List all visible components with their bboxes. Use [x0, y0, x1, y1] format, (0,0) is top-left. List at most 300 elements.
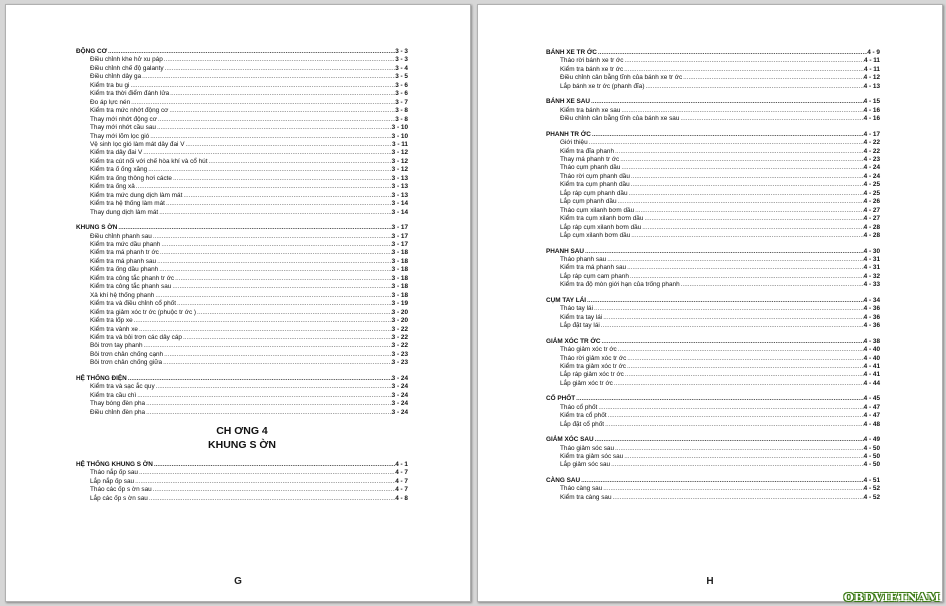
- toc-leader-dots: [682, 74, 864, 82]
- toc-page-number: 4 - 34: [863, 296, 880, 304]
- toc-entry-label: Thay mới lõm lọc gió: [90, 132, 150, 140]
- toc-leader-dots: [141, 73, 395, 81]
- toc-left-sections: [76, 48, 408, 417]
- toc-section-title: GIẢM XÓC TR ỚC: [546, 337, 601, 345]
- toc-section-title: HỆ THỐNG ĐIỆN: [76, 374, 127, 382]
- chapter-heading: [76, 424, 408, 452]
- toc-page-number: 4 - 16: [863, 115, 880, 123]
- toc-entry-label: Tháo cổ phốt: [560, 403, 598, 411]
- toc-page-number: 3 - 23: [391, 350, 408, 358]
- toc-entry: [76, 334, 408, 342]
- toc-leader-dots: [182, 192, 391, 200]
- toc-page-number: 4 - 24: [863, 172, 880, 180]
- toc-page-number: 4 - 24: [863, 164, 880, 172]
- toc-leader-dots: [614, 445, 864, 453]
- toc-page-number: 4 - 36: [863, 322, 880, 330]
- toc-section: [76, 48, 408, 217]
- toc-section-title: GIẢM XÓC SAU: [546, 436, 594, 444]
- toc-entry-label: Thay mới nhớt cầu sau: [90, 124, 156, 132]
- toc-page-number: 4 - 47: [863, 412, 880, 420]
- toc-leader-dots: [156, 124, 392, 132]
- toc-leader-dots: [142, 149, 391, 157]
- toc-page-number: 4 - 28: [863, 223, 880, 231]
- toc-leader-dots: [620, 164, 863, 172]
- toc-entry-label: Xả khí hệ thống phanh: [90, 291, 155, 299]
- toc-leader-dots: [600, 322, 864, 330]
- toc-leader-dots: [588, 139, 864, 147]
- toc-entry: [546, 380, 880, 388]
- toc-entry: [76, 266, 408, 274]
- toc-entry: [546, 421, 880, 429]
- toc-page-number: 4 - 30: [863, 247, 880, 255]
- toc-leader-dots: [159, 249, 392, 257]
- toc-leader-dots: [614, 148, 864, 156]
- toc-entry-label: Kiểm tra giảm xóc tr ớc: [560, 362, 626, 370]
- toc-entry-label: Tháo giảm sóc sau: [560, 444, 614, 452]
- toc-page-number: 3 - 24: [391, 400, 408, 408]
- toc-entry-label: Thay má phanh tr ớc: [560, 155, 620, 163]
- toc-page-number: 4 - 48: [863, 420, 880, 428]
- toc-page-number: 3 - 13: [391, 191, 408, 199]
- toc-entry-label: Thay bóng đèn pha: [90, 400, 146, 408]
- toc-page-number: 3 - 14: [391, 200, 408, 208]
- toc-entry-label: Điều chỉnh khe hở xu páp: [90, 56, 163, 64]
- toc-entry-label: Kiểm tra cút nối với chế hòa khí và cổ hút: [90, 157, 208, 165]
- toc-leader-dots: [164, 65, 396, 73]
- toc-leader-dots: [586, 297, 864, 305]
- toc-entry-label: Kiểm tra cụm phanh dầu: [560, 181, 630, 189]
- toc-leader-dots: [612, 494, 864, 502]
- toc-entry: [546, 139, 880, 147]
- toc-leader-dots: [590, 98, 864, 106]
- toc-leader-dots: [171, 283, 391, 291]
- toc-leader-dots: [643, 215, 863, 223]
- toc-entry-label: Kiểm tra thời điểm đánh lửa: [90, 90, 170, 98]
- toc-page-number: 4 - 8: [395, 494, 408, 502]
- toc-section: [546, 395, 880, 429]
- toc-leader-dots: [630, 173, 864, 181]
- toc-entry-label: Đo áp lực nén: [90, 98, 131, 106]
- toc-leader-dots: [134, 478, 395, 486]
- toc-page-number: 4 - 32: [863, 272, 880, 280]
- toc-leader-dots: [604, 421, 864, 429]
- toc-entry-label: Điều chỉnh cân bằng tĩnh của bánh xe tr ớc: [560, 74, 683, 82]
- toc-entry-label: Kiểm tra bu gi: [90, 81, 130, 89]
- toc-entry: [76, 192, 408, 200]
- toc-page-number: 3 - 3: [395, 56, 408, 64]
- toc-entry-label: Lắp giảm sóc sau: [560, 461, 611, 469]
- toc-entry: [546, 198, 880, 206]
- chapter-number: CH ƠNG 4: [216, 425, 268, 438]
- toc-page-number: 4 - 7: [395, 486, 408, 494]
- toc-leader-dots: [133, 317, 392, 325]
- toc-entry-label: Tháo tay lái: [560, 305, 594, 313]
- toc-entry: [76, 116, 408, 124]
- toc-leader-dots: [679, 115, 863, 123]
- toc-page-number: 3 - 20: [391, 308, 408, 316]
- toc-leader-dots: [623, 453, 863, 461]
- toc-leader-dots: [626, 363, 864, 371]
- toc-page-number: 4 - 51: [863, 476, 880, 484]
- toc-section-title: ĐỘNG CƠ: [76, 48, 108, 55]
- toc-leader-dots: [630, 181, 864, 189]
- toc-leader-dots: [145, 409, 392, 417]
- page-footer-letter: G: [234, 576, 242, 587]
- toc-leader-dots: [606, 256, 863, 264]
- toc-entry-label: Tháo rời giảm xóc tr ớc: [560, 354, 627, 362]
- toc-page-number: 4 - 38: [863, 337, 880, 345]
- toc-page-number: 4 - 27: [863, 215, 880, 223]
- toc-entry: [76, 486, 408, 494]
- toc-page-number: 4 - 12: [863, 74, 880, 82]
- toc-entry-label: Lắp đặt cổ phốt: [560, 420, 605, 428]
- toc-section-title: CỔ PHỐT: [546, 395, 576, 403]
- toc-entry-label: Tháo phanh sau: [560, 255, 607, 263]
- toc-page-number: 4 - 1: [395, 461, 408, 469]
- toc-page-number: 3 - 8: [395, 107, 408, 115]
- document-page-left: [5, 4, 471, 602]
- toc-entry: [76, 124, 408, 132]
- toc-entry: [76, 107, 408, 115]
- toc-leader-dots: [169, 90, 395, 98]
- toc-leader-dots: [626, 355, 863, 363]
- toc-page-number: 4 - 22: [863, 139, 880, 147]
- document-page-right: [477, 4, 943, 602]
- toc-section-title: CÀNG SAU: [546, 476, 581, 484]
- toc-entry: [546, 224, 880, 232]
- toc-page-number: 4 - 33: [863, 281, 880, 289]
- toc-entry: [76, 409, 408, 417]
- toc-page-number: 3 - 8: [395, 115, 408, 123]
- toc-entry-label: Tháo rời bánh xe tr ớc: [560, 57, 624, 65]
- toc-entry-label: Lắp bánh xe tr ớc (phanh đĩa): [560, 82, 645, 90]
- toc-entry: [76, 90, 408, 98]
- toc-section: [546, 49, 880, 91]
- toc-section: [546, 248, 880, 290]
- toc-entry: [76, 56, 408, 64]
- toc-leader-dots: [172, 175, 392, 183]
- toc-entry: [546, 164, 880, 172]
- toc-entry: [76, 233, 408, 241]
- toc-page-number: 3 - 18: [391, 257, 408, 265]
- toc-page-number: 4 - 52: [863, 485, 880, 493]
- toc-entry: [546, 412, 880, 420]
- toc-entry-label: Kiểm tra độ mòn giới hạn của trống phanh: [560, 281, 680, 289]
- toc-page-number: 3 - 12: [391, 166, 408, 174]
- toc-section-title: BÁNH XE SAU: [546, 98, 591, 106]
- toc-entry: [76, 82, 408, 90]
- toc-entry: [76, 292, 408, 300]
- toc-page-number: 3 - 17: [391, 240, 408, 248]
- toc-left-sections-after: [76, 461, 408, 503]
- toc-leader-dots: [149, 133, 391, 141]
- toc-page-number: 3 - 18: [391, 291, 408, 299]
- toc-page-number: 4 - 49: [863, 436, 880, 444]
- toc-entry-label: Kiểm tra hệ thống làm mát: [90, 200, 165, 208]
- toc-section: [546, 436, 880, 470]
- toc-page-number: 3 - 13: [391, 183, 408, 191]
- toc-entry: [76, 495, 408, 503]
- toc-page-number: 3 - 18: [391, 249, 408, 257]
- toc-entry: [76, 275, 408, 283]
- toc-page-number: 3 - 3: [395, 48, 408, 55]
- toc-entry-label: Lắp cụm xilanh bơm dầu: [560, 232, 631, 240]
- toc-entry-label: Điều chỉnh đèn pha: [90, 408, 146, 416]
- toc-leader-dots: [208, 158, 392, 166]
- toc-page-number: 3 - 5: [395, 73, 408, 81]
- toc-leader-dots: [591, 131, 864, 139]
- toc-page-number: 4 - 11: [864, 57, 880, 65]
- toc-leader-dots: [136, 392, 391, 400]
- toc-section-heading: [546, 395, 880, 403]
- toc-page-number: 3 - 7: [395, 98, 408, 106]
- toc-section-title: KHUNG S ỜN: [76, 224, 118, 232]
- toc-page-number: 4 - 26: [863, 198, 880, 206]
- toc-left: [76, 48, 408, 510]
- toc-entry: [546, 355, 880, 363]
- toc-section-heading: [546, 436, 880, 444]
- toc-page-number: 4 - 40: [863, 354, 880, 362]
- toc-page-number: 4 - 40: [863, 346, 880, 354]
- toc-page-number: 4 - 41: [863, 371, 880, 379]
- toc-page-number: 3 - 17: [391, 224, 408, 232]
- toc-leader-dots: [182, 334, 392, 342]
- toc-entry-label: Kiểm tra má phanh sau: [90, 257, 157, 265]
- toc-leader-dots: [152, 486, 395, 494]
- toc-leader-dots: [617, 198, 864, 206]
- toc-leader-dots: [626, 264, 864, 272]
- toc-section: [546, 477, 880, 502]
- toc-entry: [76, 469, 408, 477]
- toc-leader-dots: [617, 346, 864, 354]
- toc-entry: [546, 264, 880, 272]
- toc-entry-label: Kiểm tra lốp xe: [90, 317, 133, 325]
- toc-leader-dots: [129, 82, 395, 90]
- toc-page-number: 3 - 10: [391, 132, 408, 140]
- toc-entry: [546, 461, 880, 469]
- toc-page-number: 3 - 11: [392, 140, 408, 148]
- toc-page-number: 3 - 22: [391, 325, 408, 333]
- toc-leader-dots: [602, 485, 863, 493]
- toc-page-number: 3 - 24: [391, 391, 408, 399]
- toc-right-sections: [546, 49, 880, 502]
- toc-page-number: 3 - 14: [391, 208, 408, 216]
- toc-entry-label: Điều chỉnh dây ga: [90, 73, 142, 81]
- toc-page-number: 4 - 52: [863, 493, 880, 501]
- toc-leader-dots: [176, 300, 392, 308]
- toc-section: [76, 375, 408, 417]
- toc-entry: [76, 383, 408, 391]
- toc-entry: [76, 99, 408, 107]
- toc-section-heading: [546, 49, 880, 57]
- toc-entry-label: Kiểm tra và sạc ắc quy: [90, 383, 155, 391]
- toc-page-number: 3 - 6: [395, 81, 408, 89]
- toc-section: [546, 98, 880, 123]
- toc-page-number: 3 - 6: [395, 90, 408, 98]
- toc-entry-label: Lắp các ốp s ờn sau: [90, 494, 148, 502]
- toc-page-number: 4 - 9: [867, 49, 880, 56]
- toc-entry: [76, 300, 408, 308]
- toc-leader-dots: [130, 99, 395, 107]
- toc-section-heading: [76, 375, 408, 383]
- toc-leader-dots: [153, 461, 395, 469]
- toc-page-number: 4 - 17: [863, 130, 880, 138]
- watermark-logo: OBDVIETNAM: [843, 590, 940, 604]
- toc-entry: [546, 74, 880, 82]
- toc-section: [76, 224, 408, 368]
- toc-entry: [546, 207, 880, 215]
- toc-entry-label: Kiểm tra và bôi trơn các dây cáp: [90, 333, 182, 341]
- toc-entry-label: Lắp giảm xóc tr ớc: [560, 379, 613, 387]
- toc-entry-label: Kiểm tra ống thông hơi cácte: [90, 174, 172, 182]
- toc-entry-label: Thay dung dịch làm mát: [90, 208, 159, 216]
- toc-entry-label: Lắp ráp cụm cam phanh: [560, 272, 629, 280]
- toc-page-number: 4 - 31: [863, 264, 880, 272]
- toc-leader-dots: [147, 166, 391, 174]
- toc-page-number: 3 - 24: [391, 408, 408, 416]
- toc-leader-dots: [158, 209, 391, 217]
- toc-section-heading: [546, 477, 880, 485]
- toc-page-number: 4 - 28: [863, 232, 880, 240]
- toc-leader-dots: [602, 314, 863, 322]
- toc-leader-dots: [163, 351, 392, 359]
- toc-entry: [76, 149, 408, 157]
- toc-page-number: 4 - 11: [864, 65, 880, 73]
- toc-leader-dots: [143, 342, 392, 350]
- toc-entry-label: Kiểm tra giảm xóc tr ớc (phuộc tr ớc ): [90, 308, 197, 316]
- toc-section-heading: [546, 98, 880, 106]
- toc-entry-label: Kiểm tra cụm xilanh bơm dầu: [560, 215, 644, 223]
- toc-entry-label: Bôi trơn chân chống giữa: [90, 359, 163, 367]
- page-footer-letter: H: [706, 576, 714, 587]
- toc-leader-dots: [580, 477, 864, 485]
- toc-page-number: 4 - 13: [863, 82, 880, 90]
- toc-leader-dots: [196, 309, 392, 317]
- toc-entry-label: Kiểm tra má phanh tr ớc: [90, 249, 159, 257]
- toc-entry: [76, 175, 408, 183]
- toc-entry-label: Bôi trơn tay phanh: [90, 342, 143, 350]
- toc-section-title: PHANH TR ỚC: [546, 130, 591, 138]
- toc-page-number: 4 - 50: [863, 453, 880, 461]
- toc-page-number: 3 - 18: [391, 274, 408, 282]
- toc-page-number: 3 - 19: [391, 300, 408, 308]
- toc-entry: [76, 183, 408, 191]
- toc-entry-label: Thay mới nhớt động cơ: [90, 115, 157, 123]
- toc-entry-label: Kiểm tra cổ phốt: [560, 412, 607, 420]
- toc-leader-dots: [162, 359, 392, 367]
- toc-section-title: BÁNH XE TR ỚC: [546, 49, 597, 56]
- toc-entry-label: Kiểm tra và điều chỉnh cổ phốt: [90, 300, 176, 308]
- toc-section: [76, 461, 408, 503]
- toc-entry-label: Kiểm tra công tắc phanh tr ớc: [90, 274, 175, 282]
- toc-page-number: 3 - 22: [391, 333, 408, 341]
- toc-entry: [76, 400, 408, 408]
- toc-entry: [546, 371, 880, 379]
- toc-entry-label: Kiểm tra công tắc phanh sau: [90, 283, 172, 291]
- toc-entry-label: Tháo cụm xilanh bơm dầu: [560, 206, 635, 214]
- toc-leader-dots: [148, 495, 395, 503]
- toc-leader-dots: [163, 56, 395, 64]
- toc-entry-label: Lắp ráp cụm xilanh bơm dầu: [560, 223, 642, 231]
- toc-leader-dots: [628, 190, 864, 198]
- toc-entry-label: Kiểm tra bánh xe sau: [560, 106, 621, 114]
- toc-leader-dots: [156, 258, 392, 266]
- toc-section-title: PHANH SAU: [546, 247, 584, 255]
- toc-entry: [76, 326, 408, 334]
- toc-leader-dots: [135, 183, 392, 191]
- toc-leader-dots: [145, 400, 392, 408]
- toc-entry-label: Vệ sinh lọc gió làm mát dây đai V: [90, 140, 185, 148]
- toc-leader-dots: [620, 107, 863, 115]
- toc-leader-dots: [594, 436, 864, 444]
- toc-section-heading: [546, 131, 880, 139]
- chapter-title: KHUNG S ỜN: [208, 439, 276, 452]
- toc-entry-label: Kiểm tra mức nhớt động cơ: [90, 107, 169, 115]
- toc-leader-dots: [644, 83, 863, 91]
- toc-entry: [76, 392, 408, 400]
- toc-section-heading: [546, 297, 880, 305]
- toc-entry-label: Kiểm tra cầu chì: [90, 391, 137, 399]
- toc-entry-label: Điều chỉnh phanh sau: [90, 232, 152, 240]
- toc-entry: [76, 359, 408, 367]
- toc-leader-dots: [138, 326, 392, 334]
- toc-page-number: 4 - 23: [863, 155, 880, 163]
- toc-entry-label: Lắp cụm phanh dầu: [560, 198, 617, 206]
- toc-page-number: 3 - 12: [391, 149, 408, 157]
- toc-leader-dots: [600, 338, 863, 346]
- toc-entry-label: Kiểm tra mức dung dịch làm mát: [90, 191, 183, 199]
- toc-leader-dots: [157, 116, 395, 124]
- toc-section: [546, 297, 880, 331]
- toc-entry-label: Kiểm tra vành xe: [90, 325, 138, 333]
- toc-entry: [546, 281, 880, 289]
- toc-page-number: 3 - 24: [391, 374, 408, 382]
- toc-entry: [76, 200, 408, 208]
- toc-entry-label: Lắp nắp ốp sau: [90, 477, 135, 485]
- toc-right: [546, 49, 880, 509]
- toc-leader-dots: [155, 383, 392, 391]
- toc-leader-dots: [607, 412, 864, 420]
- toc-entry: [546, 181, 880, 189]
- toc-page-number: 3 - 17: [391, 232, 408, 240]
- toc-page-number: 4 - 7: [395, 469, 408, 477]
- toc-page-number: 3 - 23: [391, 359, 408, 367]
- toc-leader-dots: [597, 49, 867, 57]
- toc-section: [546, 131, 880, 241]
- toc-page-number: 4 - 22: [863, 147, 880, 155]
- toc-page-number: 3 - 18: [391, 283, 408, 291]
- toc-entry: [76, 249, 408, 257]
- toc-leader-dots: [575, 395, 864, 403]
- toc-entry-label: Kiểm tra ống xả: [90, 183, 135, 191]
- toc-entry: [546, 346, 880, 354]
- toc-entry-label: Kiểm tra bánh xe tr ớc: [560, 65, 624, 73]
- toc-entry: [546, 115, 880, 123]
- toc-entry-label: Kiểm tra ống dầu phanh: [90, 266, 159, 274]
- toc-leader-dots: [160, 241, 391, 249]
- toc-entry-label: Kiểm tra tay lái: [560, 313, 603, 321]
- toc-leader-dots: [152, 233, 392, 241]
- toc-leader-dots: [630, 232, 863, 240]
- toc-leader-dots: [619, 156, 863, 164]
- toc-page-number: 4 - 50: [863, 444, 880, 452]
- toc-page-number: 3 - 13: [391, 174, 408, 182]
- toc-entry-label: Tháo các ốp s ờn sau: [90, 486, 152, 494]
- toc-entry-label: Kiểm tra mức dầu phanh: [90, 240, 161, 248]
- toc-entry-label: Tháo cụm phanh dầu: [560, 164, 621, 172]
- toc-entry: [76, 73, 408, 81]
- toc-page-number: 4 - 45: [863, 395, 880, 403]
